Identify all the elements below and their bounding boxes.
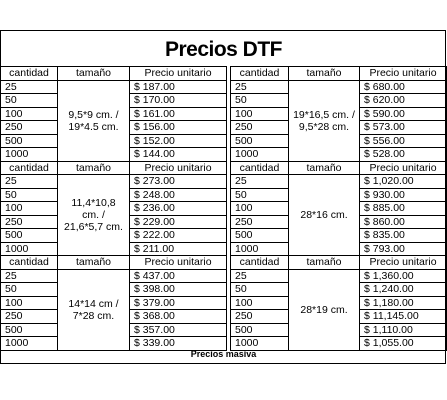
header-unit-price: Precio unitario	[360, 67, 447, 81]
header-size: tamaño	[289, 67, 360, 81]
price-cell: $ 885.00	[360, 202, 447, 216]
price-cell: $ 152.00	[130, 134, 227, 148]
price-cell: $ 398.00	[130, 283, 227, 297]
quantity-cell: 100	[1, 202, 58, 216]
price-cell: $ 556.00	[360, 134, 447, 148]
quantity-cell: 50	[231, 94, 289, 108]
quantity-cell: 1000	[1, 337, 58, 351]
quantity-cell: 100	[231, 107, 289, 121]
price-cell: $ 339.00	[130, 337, 227, 351]
size-line: 21,6*5,7 cm.	[64, 221, 123, 233]
size-cell	[289, 175, 360, 256]
size-line: 28*16 cm.	[300, 209, 348, 221]
header-quantity: cantidad	[231, 67, 289, 81]
quantity-cell: 250	[1, 215, 58, 229]
size-line: 11,4*10,8 cm. /	[71, 197, 116, 221]
page-title: Precios DTF	[164, 38, 283, 61]
size-line: 14*14 cm /	[68, 297, 119, 310]
quantity-cell: 100	[1, 107, 58, 121]
price-cell: $ 248.00	[130, 188, 227, 202]
size-cell	[289, 269, 360, 350]
table-row	[1, 80, 447, 94]
size-line: 9,5*9 cm. /	[68, 108, 119, 121]
table-header-row	[1, 256, 447, 270]
header-quantity: cantidad	[1, 256, 58, 270]
quantity-cell: 1000	[1, 242, 58, 256]
price-cell: $ 1,360.00	[360, 269, 447, 283]
table-header-row	[1, 161, 447, 175]
price-cell: $ 573.00	[360, 121, 447, 135]
size-line: 9,5*28 cm.	[298, 120, 350, 133]
price-cell: $ 187.00	[130, 80, 227, 94]
quantity-cell: 500	[231, 134, 289, 148]
table-row	[1, 175, 447, 189]
header-size: tamaño	[58, 256, 130, 270]
price-cell: $ 211.00	[130, 242, 227, 256]
price-cell: $ 437.00	[130, 269, 227, 283]
header-unit-price: Precio unitario	[360, 161, 447, 175]
price-cell: $ 835.00	[360, 229, 447, 243]
quantity-cell: 25	[231, 175, 289, 189]
quantity-cell: 25	[1, 175, 58, 189]
price-cell: $ 161.00	[130, 107, 227, 121]
header-unit-price: Precio unitario	[360, 256, 447, 270]
price-cell: $ 793.00	[360, 242, 447, 256]
table-row	[1, 269, 447, 283]
quantity-cell: 50	[1, 94, 58, 108]
price-cell: $ 590.00	[360, 107, 447, 121]
price-cell: $ 156.00	[130, 121, 227, 135]
size-cell	[58, 269, 130, 350]
price-table	[0, 66, 447, 351]
price-cell: $ 1,180.00	[360, 296, 447, 310]
quantity-cell: 1000	[231, 242, 289, 256]
price-cell: $ 170.00	[130, 94, 227, 108]
header-quantity: cantidad	[231, 161, 289, 175]
quantity-cell: 250	[231, 121, 289, 135]
quantity-cell: 500	[1, 229, 58, 243]
price-cell: $ 379.00	[130, 296, 227, 310]
size-line: 28*19 cm.	[300, 303, 348, 316]
header-unit-price: Precio unitario	[130, 256, 227, 270]
quantity-cell: 25	[1, 269, 58, 283]
price-cell: $ 680.00	[360, 80, 447, 94]
size-cell	[58, 80, 130, 161]
size-cell	[289, 80, 360, 161]
header-size: tamaño	[58, 67, 130, 81]
price-cell: $ 1,240.00	[360, 283, 447, 297]
price-cell: $ 1,020.00	[360, 175, 447, 189]
size-line: 7*28 cm.	[72, 309, 115, 322]
header-unit-price: Precio unitario	[130, 67, 227, 81]
quantity-cell: 50	[1, 188, 58, 202]
header-quantity: cantidad	[1, 67, 58, 81]
price-cell: $ 11,145.00	[360, 310, 447, 324]
quantity-cell: 250	[1, 310, 58, 324]
price-cell: $ 273.00	[130, 175, 227, 189]
price-cell: $ 144.00	[130, 148, 227, 162]
quantity-cell: 500	[231, 323, 289, 337]
size-line: 19*4.5 cm.	[68, 120, 119, 133]
price-cell: $ 1,055.00	[360, 337, 447, 351]
quantity-cell: 50	[231, 283, 289, 297]
size-line: 19*16,5 cm. /	[293, 108, 355, 121]
price-cell: $ 620.00	[360, 94, 447, 108]
price-cell: $ 860.00	[360, 215, 447, 229]
quantity-cell: 25	[231, 80, 289, 94]
quantity-cell: 100	[231, 202, 289, 216]
quantity-cell: 250	[1, 121, 58, 135]
price-cell: $ 236.00	[130, 202, 227, 216]
quantity-cell: 100	[231, 296, 289, 310]
quantity-cell: 250	[231, 215, 289, 229]
header-unit-price: Precio unitario	[130, 161, 227, 175]
quantity-cell: 500	[1, 134, 58, 148]
footer-note: Precios masiva	[190, 349, 257, 359]
price-cell: $ 930.00	[360, 188, 447, 202]
quantity-cell: 100	[1, 296, 58, 310]
price-cell: $ 357.00	[130, 323, 227, 337]
size-cell	[58, 175, 130, 256]
price-cell: $ 229.00	[130, 215, 227, 229]
header-size: tamaño	[58, 161, 130, 175]
quantity-cell: 1000	[1, 148, 58, 162]
price-cell: $ 368.00	[130, 310, 227, 324]
quantity-cell: 1000	[231, 148, 289, 162]
table-header-row	[1, 67, 447, 81]
price-cell: $ 222.00	[130, 229, 227, 243]
quantity-cell: 25	[231, 269, 289, 283]
quantity-cell: 500	[231, 229, 289, 243]
quantity-cell: 500	[1, 323, 58, 337]
quantity-cell: 25	[1, 80, 58, 94]
header-quantity: cantidad	[231, 256, 289, 270]
header-size: tamaño	[289, 256, 360, 270]
price-cell: $ 528.00	[360, 148, 447, 162]
header-size: tamaño	[289, 161, 360, 175]
quantity-cell: 250	[231, 310, 289, 324]
quantity-cell: 50	[231, 188, 289, 202]
price-cell: $ 1,110.00	[360, 323, 447, 337]
header-quantity: cantidad	[1, 161, 58, 175]
quantity-cell: 50	[1, 283, 58, 297]
quantity-cell: 1000	[231, 337, 289, 351]
